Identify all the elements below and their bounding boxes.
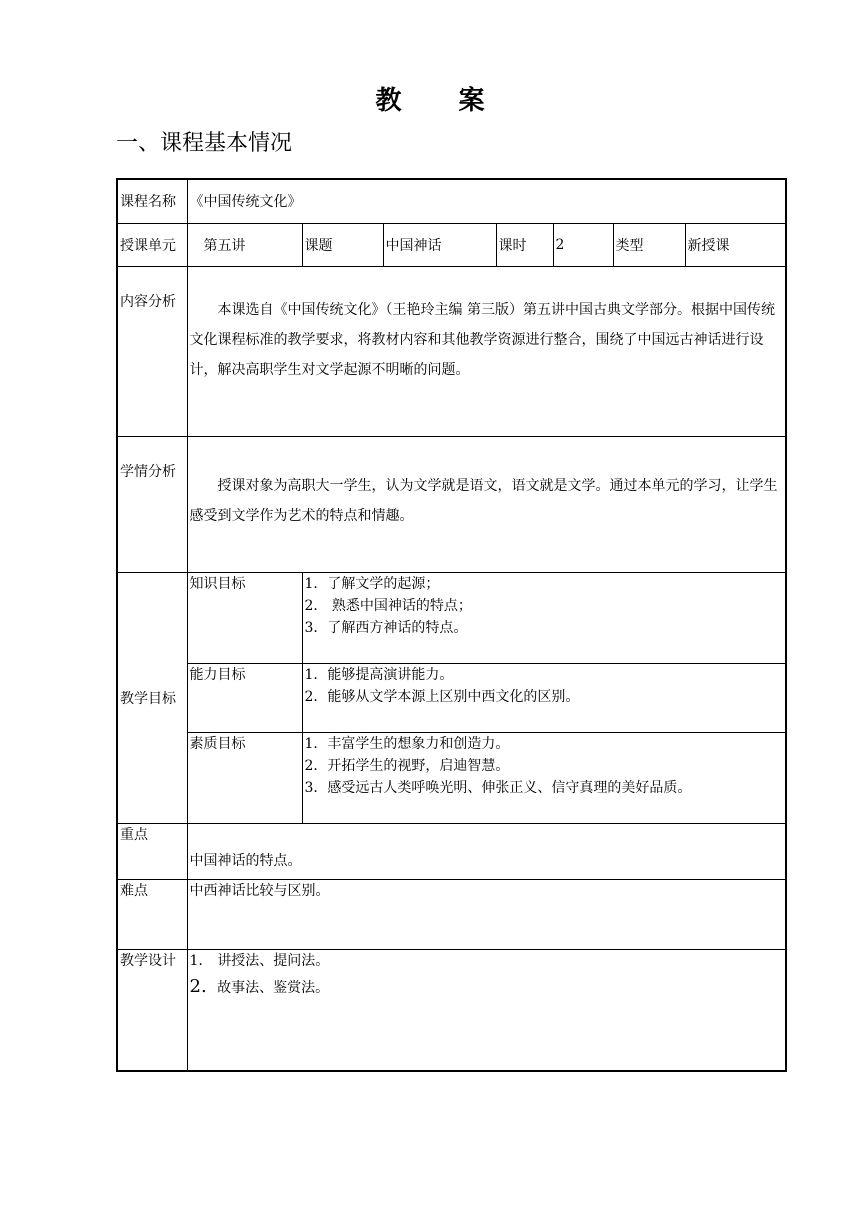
course-name-row [117,179,786,223]
content-analysis-label: 内容分析 [117,266,187,436]
lesson-plan-table [116,178,787,1072]
objectives-label: 教学目标 [117,572,187,823]
design-label: 教学设计 [117,949,187,1071]
topic-label: 课题 [302,223,383,266]
design-item-number: 1. [189,952,203,969]
design-item [190,972,784,1003]
quality-label: 素质目标 [187,732,302,823]
section-heading: 一、课程基本情况 [116,131,293,156]
quality-item: 2．开拓学生的视野，启迪智慧。 [304,757,510,774]
design-item [190,950,784,972]
student-analysis-cell [187,436,786,572]
hours-value: 2 [553,223,613,266]
content-analysis-row [117,266,786,436]
page-title: 教 案 [375,86,509,116]
type-value: 新授课 [685,223,786,266]
key-point-cell [187,823,786,879]
unit-label: 授课单元 [117,223,187,266]
objective-ability-row [117,663,786,732]
design-item-text: 讲授法、提问法。 [217,952,330,969]
student-analysis-row [117,436,786,572]
key-point-label: 重点 [117,823,187,879]
ability-label: 能力目标 [187,663,302,732]
design-item-number: 2. [189,975,207,997]
ability-list [302,663,786,732]
ability-item: 1．能够提高演讲能力。 [304,666,454,683]
content-analysis-cell [187,266,786,436]
ability-item: 2．能够从文学本源上区别中西文化的区别。 [304,688,580,705]
course-name-label: 课程名称 [117,179,187,223]
objective-knowledge-row [117,572,786,663]
difficulty-row [117,879,786,949]
difficulty-label: 难点 [117,879,187,949]
hours-label: 课时 [496,223,553,266]
unit-value: 第五讲 [187,223,302,266]
content-analysis-text: 本课选自《中国传统文化》（王艳玲主编 第三版）第五讲中国古典文学部分。根据中国传统文化课程标准的教学要求，将教材内容和其他教学资源进行整合，围绕了中国远古神话进行设计，解决高职学生对文学起源不明晰的问题。 [189,301,775,378]
student-analysis-text: 授课对象为高职大一学生，认为文学就是语文，语文就是文学。通过本单元的学习，让学生感受到文学作为艺术的特点和情趣。 [189,477,778,524]
quality-item: 3．感受远古人类呼唤光明、伸张正义、信守真理的美好品质。 [304,779,692,796]
quality-item: 1．丰富学生的想象力和创造力。 [304,735,510,752]
design-cell [187,949,786,1071]
knowledge-list [302,572,786,663]
key-point-row [117,823,786,879]
knowledge-item: 3．了解西方神话的特点。 [304,619,468,636]
difficulty-text: 中西神话比较与区别。 [187,879,786,949]
knowledge-label: 知识目标 [187,572,302,663]
quality-list [302,732,786,823]
design-item-text: 故事法、鉴赏法。 [217,979,330,996]
student-analysis-label: 学情分析 [117,436,187,572]
topic-value: 中国神话 [383,223,496,266]
unit-row [117,223,786,266]
objective-quality-row [117,732,786,823]
knowledge-item: 1．了解文学的起源； [304,575,440,592]
key-point-text: 中国神话的特点。 [189,852,302,869]
course-name-value: 《中国传统文化》 [187,179,786,223]
knowledge-item: 2． 熟悉中国神话的特点； [304,597,472,614]
design-row [117,949,786,1071]
type-label: 类型 [613,223,685,266]
